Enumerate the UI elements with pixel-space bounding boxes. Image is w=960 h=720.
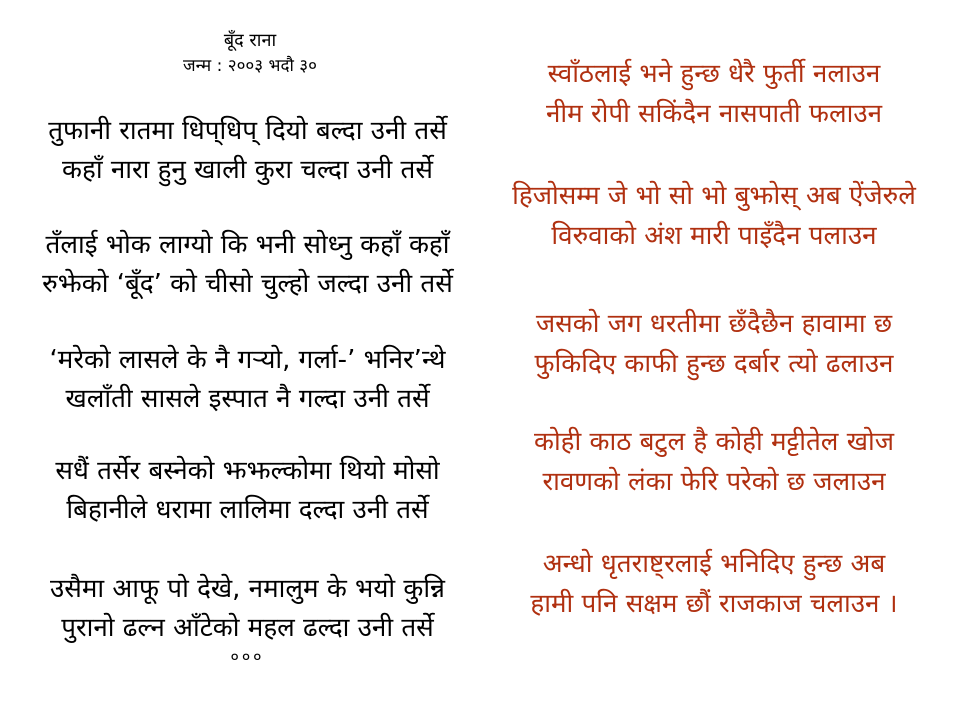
poem-line: विरुवाको अंश मारी पाइँदैन पलाउन — [551, 221, 877, 251]
poem-line: उसैमा आफू पो देखे, नमालुम के भयो कुन्नि — [50, 574, 445, 604]
poem-line: सधैं तर्सेर बस्नेको झझल्कोमा थियो मोसो — [55, 456, 440, 486]
right-stanza-3 — [478, 304, 950, 384]
poem-line: तुफानी रातमा धिप्‌धिप्‌ दियो बल्दा उनी तर्से — [48, 116, 447, 146]
poem-line: हामी पनि सक्षम छौं राजकाज चलाउन । — [530, 589, 898, 619]
left-stanza-1 — [20, 112, 475, 190]
poem-line: अन्धो धृतराष्ट्रलाई भनिदिए हुन्छ अब — [542, 549, 886, 579]
right-stanza-5 — [478, 544, 950, 624]
poet-name: बूँद राना — [223, 30, 277, 51]
right-stanza-2 — [478, 176, 950, 256]
left-stanza-3 — [20, 341, 475, 419]
left-stanza-4 — [20, 452, 475, 530]
poem-line: कहाँ नारा हुनु खाली कुरा चल्दा उनी तर्से — [62, 155, 433, 185]
poem-line: पुरानो ढल्न आँटेको महल ढल्दा उनी तर्से — [61, 613, 434, 643]
poem-line: फुकिदिए काफी हुन्छ दर्बार त्यो ढलाउन — [534, 349, 894, 379]
poem-line: नीम रोपी सकिंदैन नासपाती फलाउन — [545, 99, 883, 129]
poem-line: हिजोसम्म जे भो सो भो बुझोस् अब ऐंजेरुले — [512, 181, 916, 211]
poem-header — [25, 28, 475, 79]
poem-line: स्वाँठलाई भने हुन्छ धेरै फुर्ती नलाउन — [547, 59, 881, 89]
poem-line: खलाँती सासले इस्पात नै गल्दा उनी तर्से — [65, 384, 430, 414]
poem-end-mark: ००० — [230, 647, 265, 666]
poet-birthdate: जन्म : २००३ भदौ ३० — [183, 56, 317, 76]
poem-line: ‘मरेको लासले के नै गर्‍यो, गर्ला-’ भनिर’न्थे — [49, 345, 446, 375]
poem-line: कोही काठ बटुल है कोही मट्टीतेल खोज — [533, 427, 894, 457]
poem-line: जसको जग धरतीमा छँदैछैन हावामा छ — [535, 309, 893, 339]
left-stanza-5 — [20, 570, 475, 648]
poem-line: तँलाई भोक लाग्यो कि भनी सोध्नु कहाँ कहाँ — [45, 230, 450, 260]
right-stanza-4 — [478, 422, 950, 502]
left-stanza-2 — [20, 226, 475, 304]
right-stanza-1 — [478, 54, 950, 134]
poem-line: बिहानीले धरामा लालिमा दल्दा उनी तर्से — [66, 495, 429, 525]
poem-line: रावणको लंका फेरि परेको छ जलाउन — [542, 467, 886, 497]
poem-line: रुझेको ‘बूँद’ को चीसो चुल्हो जल्दा उनी तर्से — [42, 269, 453, 299]
